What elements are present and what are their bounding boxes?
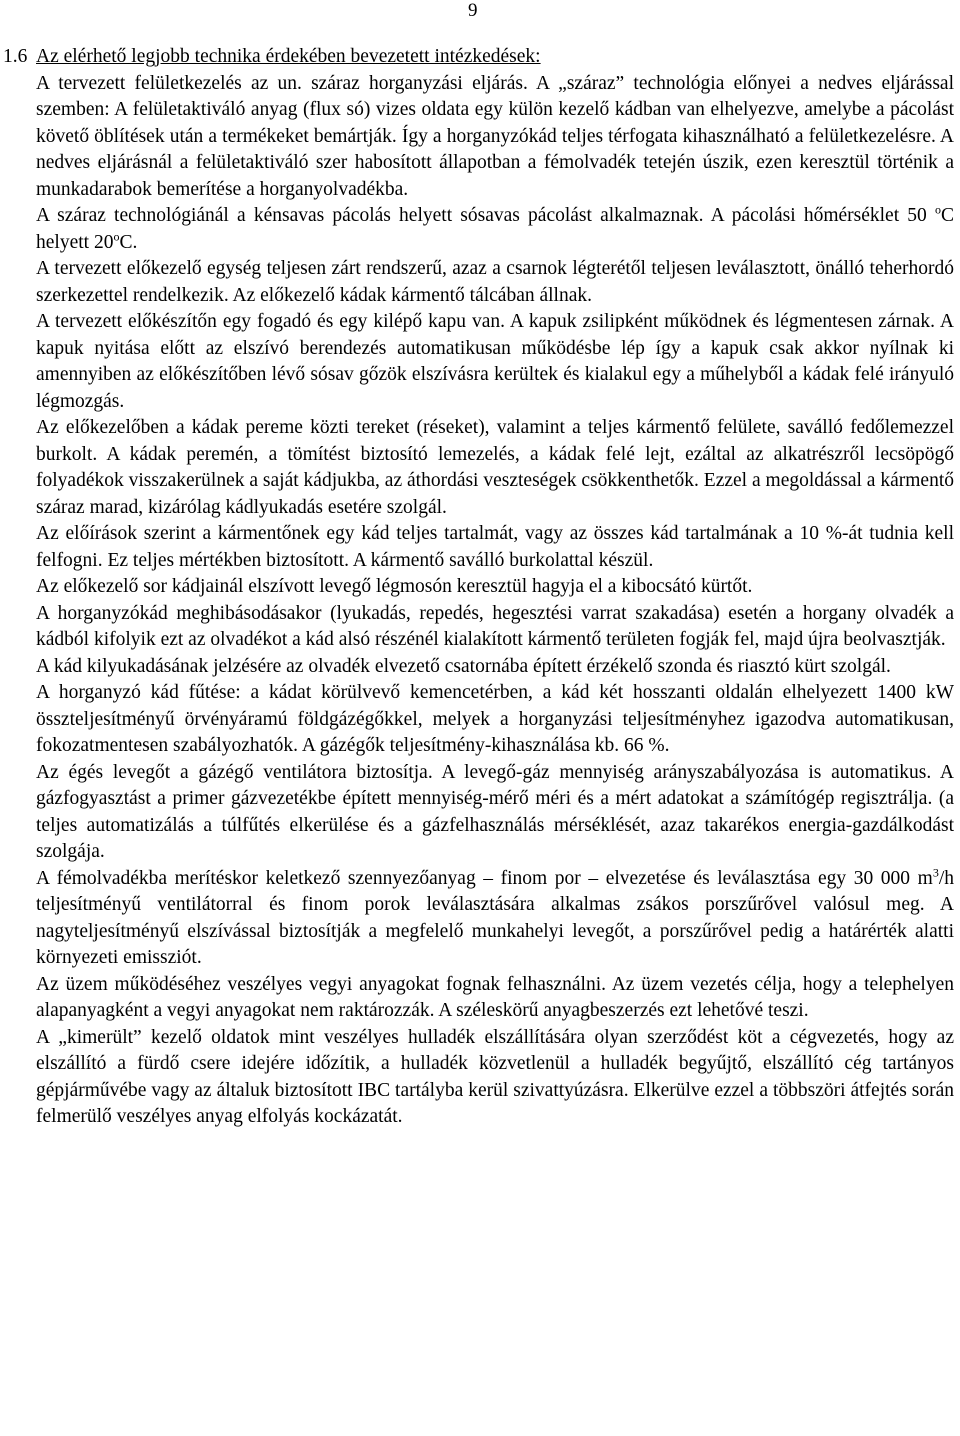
section-number: 1.6 [3,46,28,67]
paragraph: A kád kilyukadásának jelzésére az olvadék elvezető csatornába épített érzékelő szonda és riasztó kürt szolgál. [36,655,891,677]
paragraph: A tervezett előkezelő egység teljesen zárt rendszerű, azaz a csarnok légterétől teljesen leválasztott, önálló teherhordó szerkezettel rendelkezik. Az előkezelő kádak kármentő tálcában állnak. [36,258,954,306]
paragraph: A tervezett előkészítőn egy fogadó és egy kilépő kapu van. A kapuk zsilipként működnek és légmentesen zárnak. A kapuk nyitása előtt az elszívó berendezés automatikusan működésbe lép így a kapuk csak akkor nyílnak ki amennyiben az előkészítőben lévő sósav gőzök elszívásra kerültek és kialakul egy a műhelyből a kádak felé irányuló légmozgás. [36,311,954,412]
paragraph: Az előkezelő sor kádjainál elszívott levegő légmosón keresztül hagyja el a kibocsátó kürtőt. [36,576,753,597]
paragraph: Az előkezelőben a kádak pereme közti tereket (réseket), valamint a teljes kármentő felülete, saválló fedőlemezzel burkolt. A kádak peremén, a tömítést biztosító lemezelés, a kádak felé lejt, ezáltal az alkatrészről lecsöpögő folyadékok visszakerülnek a saját kádjukba, az áthordási veszteségek csökkenthetők. Ezzel a megoldással a kármentő száraz marad, kizárólag kádlyukadás esetére szolgál. [36,417,954,518]
paragraph: A „kimerült” kezelő oldatok mint veszélyes hulladék elszállítására olyan szerződést köt a cégvezetés, hogy az elszállító a fürdő csere idejére időzítik, a hulladék közvetlenül a hulladék begyűjtő, elszállító cég tartányos gépjárművébe vagy az általuk biztosított IBC tartályba kerül szivattyúzásra. Elkerülve ezzel a többszöri átfejtés során felmerülő veszélyes anyag elfolyás kockázatát. [36,1026,954,1127]
paragraph: A tervezett felületkezelés az un. száraz horganyzási eljárás. A „száraz” technológia előnyei a nedves eljárással szemben: A felületaktiváló anyag (flux só) vizes oldata egy külön kezelő kádban van elhelyezve, amelybe a pácolást követő öblítések után a termékeket bemártják. Így a horganyzókád teljes térfogata kihasználható a felületkezelésre. A nedves eljárásnál a felületaktiváló szer habosított állapotban a fémolvadék tetején úszik, ezen keresztül történik a munkadarabok bemerítése a horganyolvadékba. [36,72,954,200]
paragraph: A fémolvadékba merítéskor keletkező szennyezőanyag – finom por – elvezetése és leválasztása egy 30 000 $m^3/h$ teljesítményű ventilátorral és finom porok leválasztására alkalmas zsákos porszűrővel valósul meg. A nagyteljesítményű elszívással biztosítják a megfelelő munkahelyi levegőt, a porszűrővel pedig a határérték alatti környezeti emissziót. [36,865,954,968]
paragraph: A száraz technológiánál a kénsavas pácolás helyett sósavas pácolást alkalmaznak. A pácolási hőmérséklet 50 $^o$C helyett 20$^o$C. [36,202,954,253]
paragraph: A horganyzókád meghibásodásakor (lyukadás, repedés, hegesztési varrat szakadása) esetén a horgany olvadék a kádból kifolyik ezt az olvadékot a kád alsó részénél kialakított kármentő területen fogják fel, majd újra beolvasztják. [36,602,954,650]
paragraph: Az égés levegőt a gázégő ventilátora biztosítja. A levegő-gáz mennyiség arányszabályozása is automatikus. A gázfogyasztást a primer gázvezetékbe épített mennyiség-mérő méri és a mért adatokat a számítógép regisztrálja. (a teljes automatizálás a túlfűtés elkerülése és a gázfelhasználás mérséklését, azaz takarékos energia-gazdálkodást szolgája. [36,761,954,862]
section-title: Az elérhető legjobb technika érdekében bevezetett intézkedések: [36,46,541,67]
paragraph: A horganyzó kád fűtése: a kádat körülvevő kemencetérben, a kád két hosszanti oldalán elhelyezett 1400 kW összteljesítményű örvényáramú földgázégőkkel, melyek a horganyzási teljesítményhez igazodva automatikusan, fokozatmentesen szabályozhatók. A gázégők teljesítmény-kihasználása kb. 66 %. [36,682,954,756]
paragraph: Az előírások szerint a kármentőnek egy kád teljes tartalmát, vagy az összes kád tartalmának a 10 %-át tudnia kell felfogni. Ez teljes mértékben biztosított. A kármentő saválló burkolattal készül. [36,523,954,571]
page-number: 9 [468,0,478,21]
document-body [3,44,954,1131]
paragraph: Az üzem működéséhez veszélyes vegyi anyagokat fognak felhasználni. Az üzem vezetés célja, hogy a telephelyen alapanyagként a vegyi anyagokat nem raktározzák. A széleskörű anyagbeszerzés ezt lehetővé teszi. [36,973,954,1021]
section-heading [3,44,954,71]
